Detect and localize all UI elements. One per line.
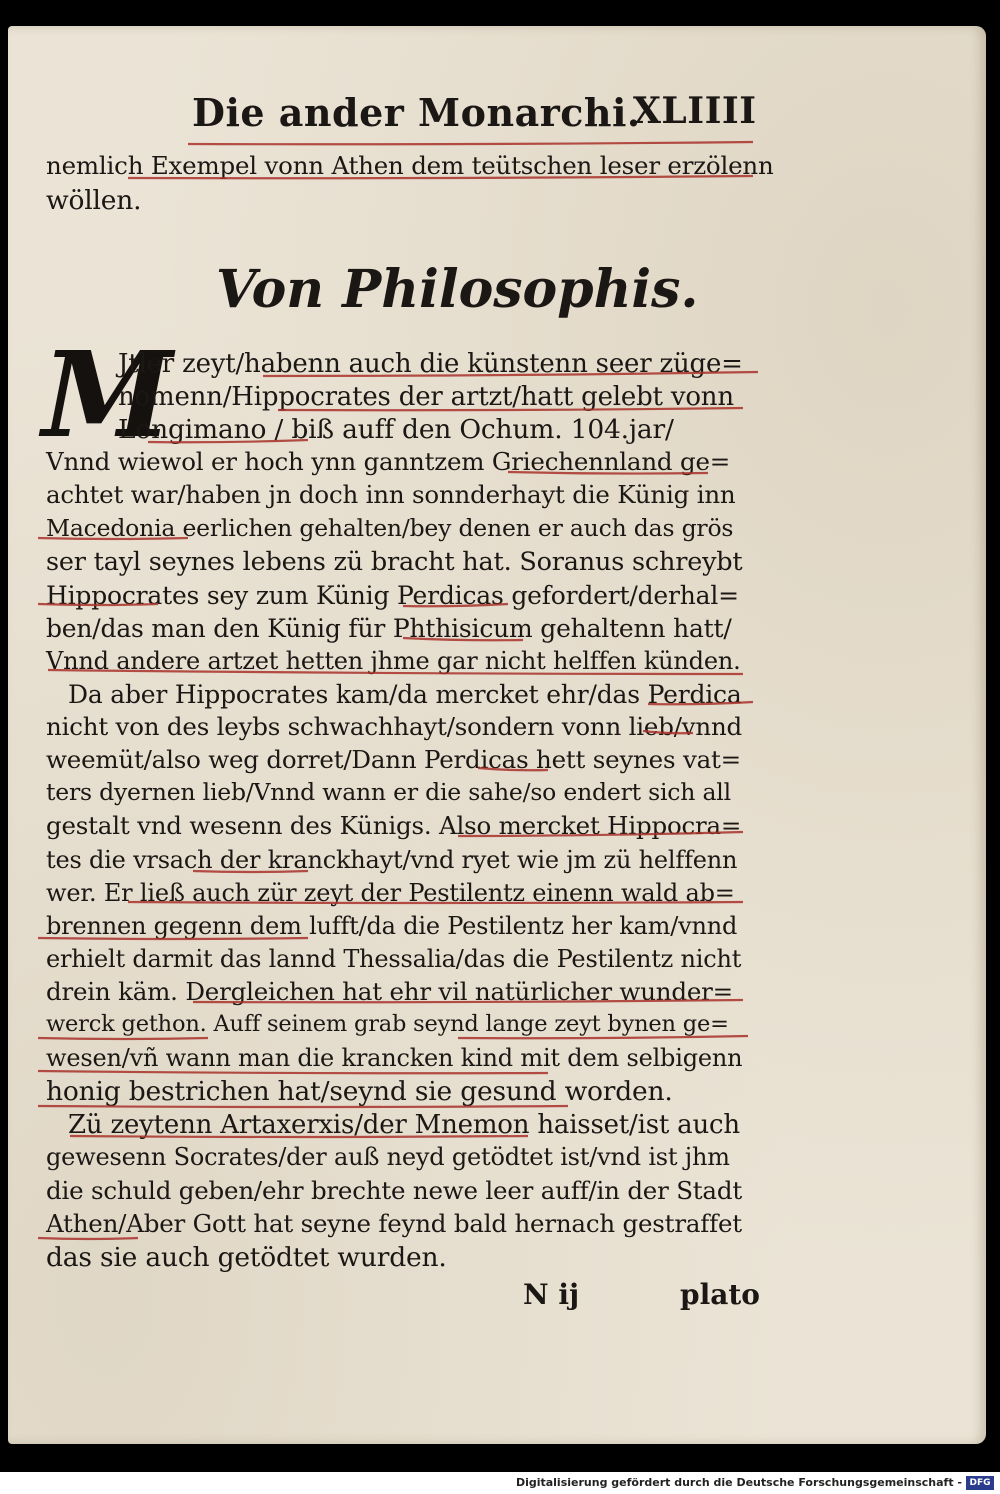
body-line: ben/das man den Künig für Phthisicum gehaltenn hatt/ — [46, 613, 732, 643]
body-line: ser tayl seynes lebens zü bracht hat. Soranus schreybt — [46, 546, 743, 577]
body-line: Zü zeytenn Artaxerxis/der Mnemon haisset/ist auch — [68, 1110, 740, 1141]
body-line: gewesenn Socrates/der auß neyd getödtet ist/vnd ist jhm — [46, 1143, 730, 1172]
running-header-title: Die ander Monarchi. — [192, 90, 641, 135]
body-line: Da aber Hippocrates kam/da mercket ehr/das Perdica — [68, 680, 742, 709]
body-line: Vnnd andere artzet hetten jhme gar nicht helffen künden. — [46, 646, 741, 675]
body-line: ters dyernen lieb/Vnnd wann er die sahe/so endert sich all — [46, 778, 731, 807]
section-title: Von Philosophis. — [216, 259, 699, 320]
drop-cap: M — [42, 325, 173, 464]
body-line: Macedonia eerlichen gehalten/bey denen er auch das grös — [46, 513, 734, 542]
body-line: das sie auch getödtet wurden. — [46, 1241, 447, 1273]
intro-line: wöllen. — [46, 185, 142, 216]
body-line: tes die vrsach der kranckhayt/vnd ryet wie jm zü helffenn — [46, 845, 738, 874]
body-line: gestalt vnd wesenn des Künigs. Also mercket Hippocra= — [46, 811, 742, 841]
catchword: plato — [680, 1278, 760, 1311]
body-line: nomenn/Hippocrates der artzt/hatt gelebt vonn — [118, 382, 734, 413]
book-page — [8, 26, 986, 1444]
intro-line: nemlich Exempel vonn Athen dem teütschen leser erzölenn — [46, 151, 774, 180]
body-line: Jtler zeyt/habenn auch die künstenn seer züge= — [118, 349, 743, 379]
underline-stroke — [38, 1238, 138, 1239]
footer-credit: Digitalisierung gefördert durch die Deutsche Forschungsgemeinschaft - — [515, 1476, 962, 1489]
body-line: honig bestrichen hat/seynd sie gesund worden. — [46, 1076, 673, 1108]
body-line: weemüt/also weg dorret/Dann Perdicas hett seynes vat= — [46, 745, 741, 775]
body-line: Longimano / biß auff den Ochum. 104.jar/ — [118, 414, 674, 446]
body-line: achtet war/haben jn doch inn sonnderhayt die Künig inn — [46, 480, 736, 510]
dfg-logo: DFG — [966, 1476, 994, 1490]
footer-bar — [0, 1472, 1000, 1494]
body-line: werck gethon. Auff seinem grab seynd lange zeyt bynen ge= — [46, 1011, 729, 1037]
body-line: nicht von des leybs schwachhayt/sondern vonn lieb/vnnd — [46, 712, 743, 742]
body-line: Athen/Aber Gott hat seyne feynd bald hernach gestraffet — [46, 1208, 742, 1238]
body-line: brennen gegenn dem lufft/da die Pestilentz her kam/vnnd — [46, 911, 738, 940]
signature-mark: N ij — [523, 1278, 580, 1311]
underline-stroke — [38, 1038, 208, 1039]
body-line: drein käm. Dergleichen hat ehr vil natürlicher wunder= — [46, 976, 733, 1006]
body-line: Hippocrates sey zum Künig Perdicas gefordert/derhal= — [46, 580, 739, 610]
underline-stroke — [188, 142, 753, 144]
body-line: wesen/vñ wann man die krancken kind mit dem selbigenn — [46, 1044, 743, 1073]
body-line: Vnnd wiewol er hoch ynn ganntzem Griechennland ge= — [46, 447, 731, 477]
folio-number: XLIIII — [633, 90, 757, 132]
body-line: wer. Er ließ auch zür zeyt der Pestilentz einenn wald ab= — [46, 878, 735, 907]
body-line: erhielt darmit das lannd Thessalia/das die Pestilentz nicht — [46, 944, 742, 973]
body-line: die schuld geben/ehr brechte newe leer auff/in der Stadt — [46, 1175, 742, 1205]
